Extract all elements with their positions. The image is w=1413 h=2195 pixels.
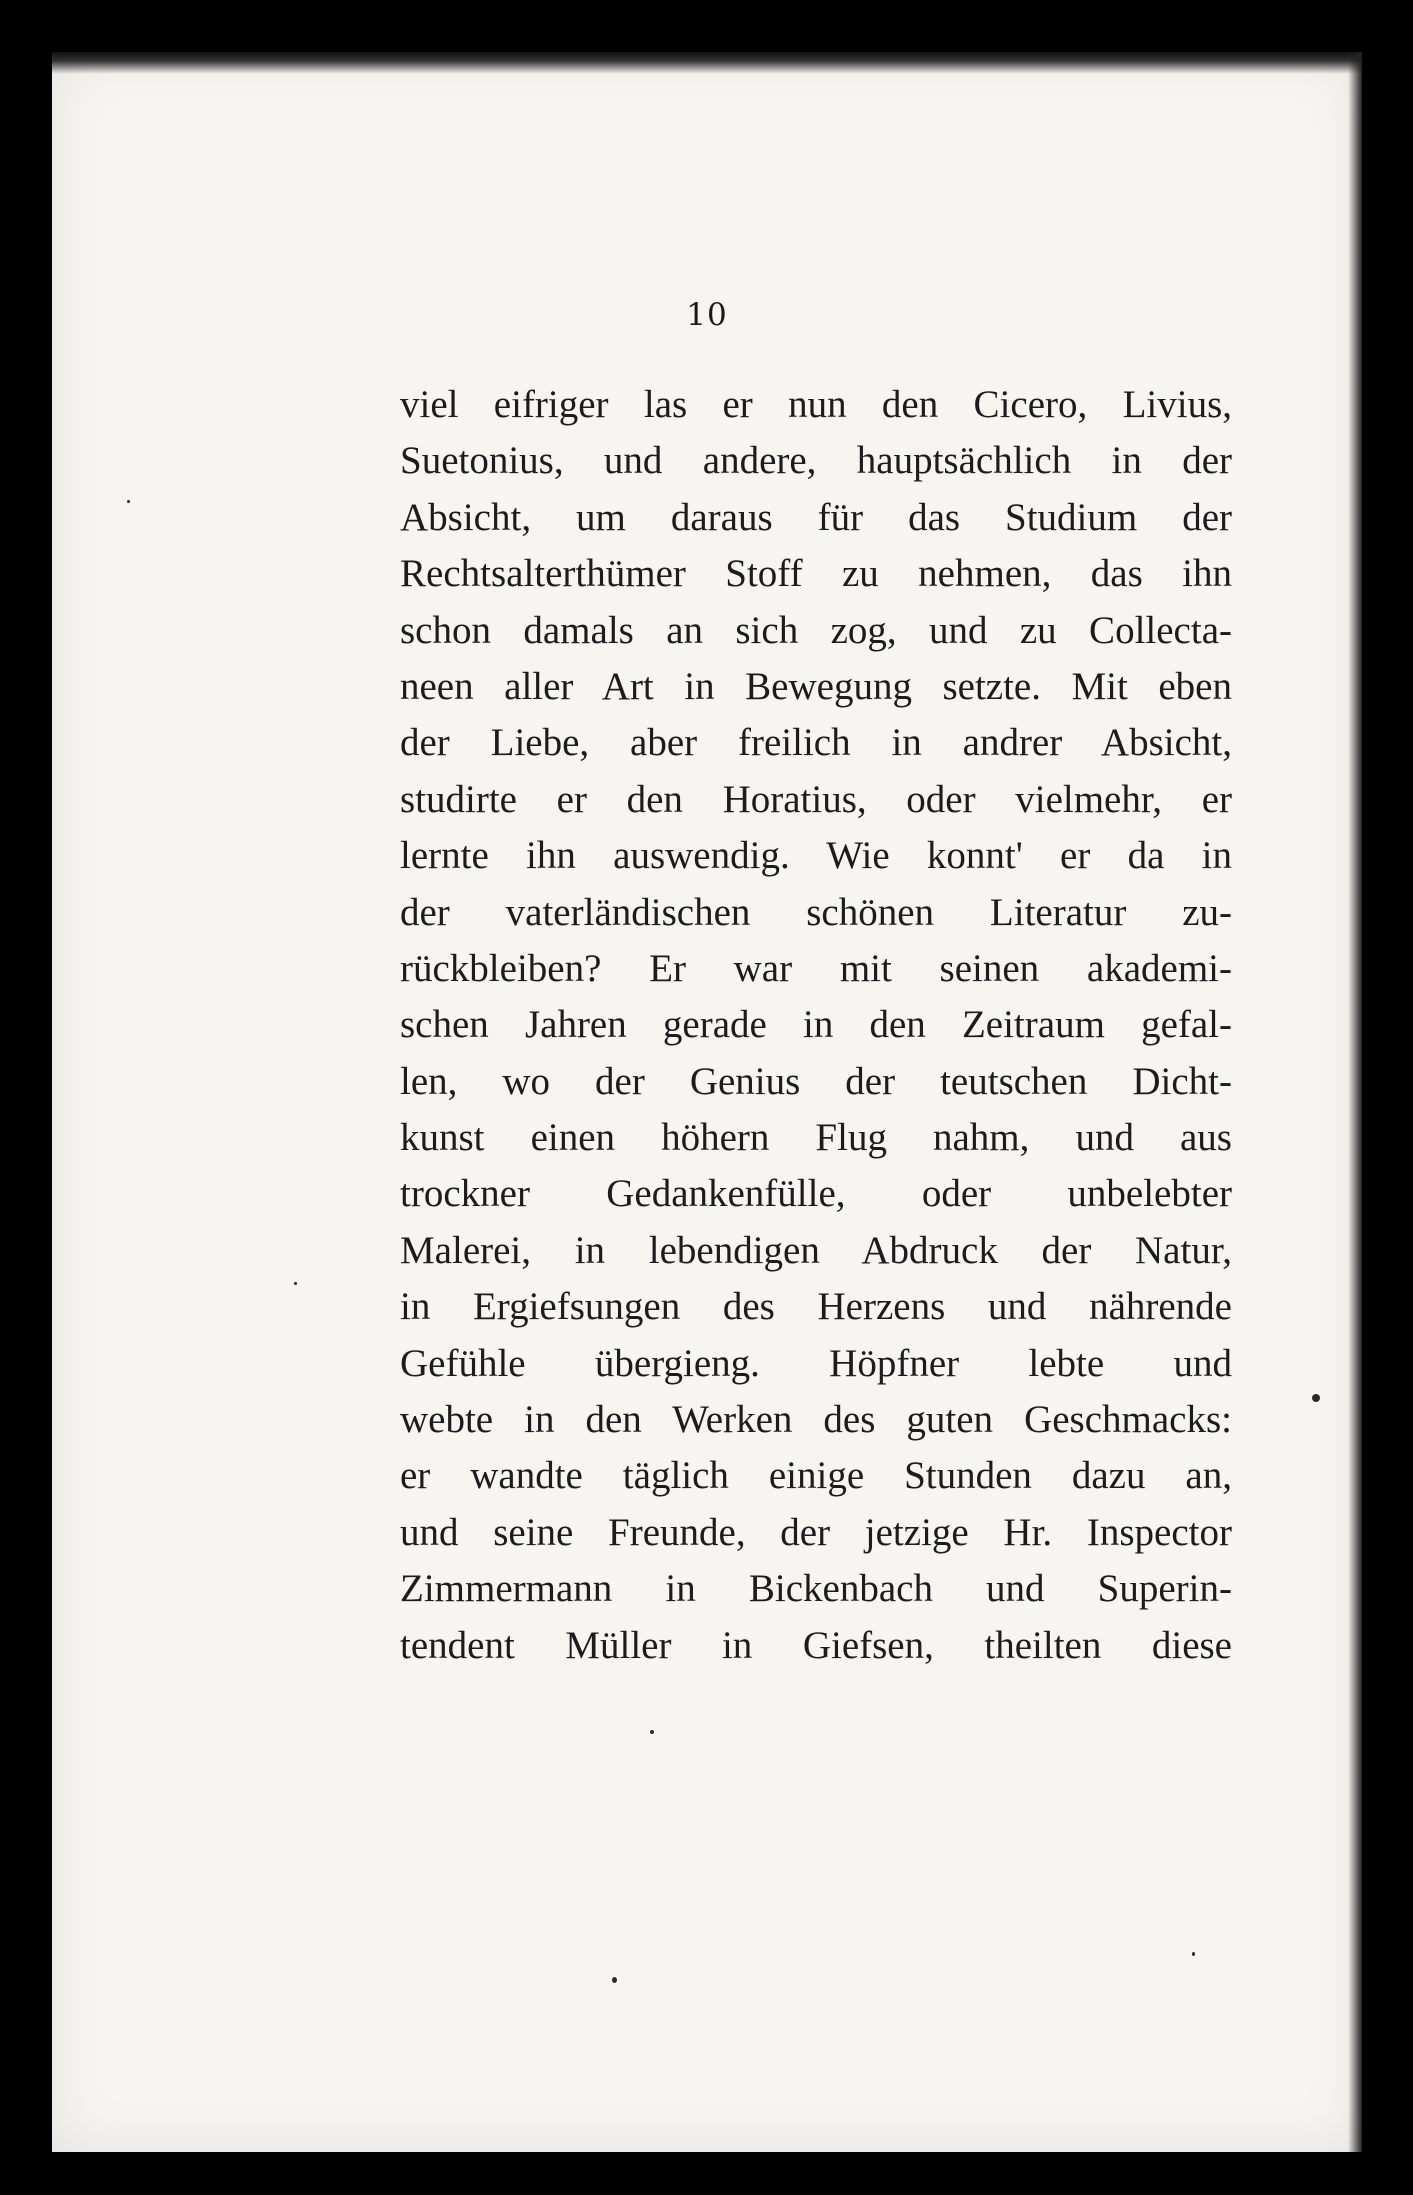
scan-speck: [127, 500, 130, 503]
text-line: und seine Freunde, der jetzige Hr. Inspector: [400, 1510, 1232, 1554]
page-right-shadow: [1348, 52, 1362, 2152]
text-line: der vaterländischen schönen Literatur zu-: [400, 890, 1232, 934]
text-line: der Liebe, aber freilich in andrer Absicht,: [400, 721, 1232, 765]
body-text: [400, 377, 1232, 1674]
text-line: in Ergiefsungen des Herzens und nährende: [400, 1285, 1232, 1329]
text-line: webte in den Werken des guten Geschmacks:: [400, 1398, 1232, 1442]
text-line: Gefühle übergieng. Höpfner lebte und: [400, 1341, 1232, 1385]
text-line: kunst einen höhern Flug nahm, und aus: [400, 1116, 1232, 1160]
text-line: Malerei, in lebendigen Abdruck der Natur,: [400, 1228, 1232, 1272]
text-line: trockner Gedankenfülle, oder unbelebter: [400, 1172, 1232, 1216]
text-line: schon damals an sich zog, und zu Collecta-: [400, 608, 1232, 652]
text-line: len, wo der Genius der teutschen Dicht-: [400, 1059, 1232, 1103]
text-line: Absicht, um daraus für das Studium der: [400, 495, 1232, 539]
scan-speck: [612, 1977, 617, 1983]
scan-speck: [650, 1730, 654, 1734]
text-line: Zimmermann in Bickenbach und Superin-: [400, 1567, 1232, 1611]
text-line: rückbleiben? Er war mit seinen akademi-: [400, 946, 1232, 990]
text-line: viel eifriger las er nun den Cicero, Livius,: [400, 383, 1232, 426]
page-number: 10: [686, 297, 728, 333]
text-line: schen Jahren gerade in den Zeitraum gefal-: [400, 1003, 1232, 1047]
book-page: [52, 52, 1362, 2152]
text-line: Rechtsalterthümer Stoff zu nehmen, das ihn: [400, 552, 1232, 596]
scan-speck: [1192, 1952, 1195, 1956]
text-line: studirte er den Horatius, oder vielmehr, er: [400, 777, 1232, 821]
text-line: lernte ihn auswendig. Wie konnt' er da in: [400, 834, 1232, 878]
scan-speck: [294, 1282, 297, 1285]
text-line: neen aller Art in Bewegung setzte. Mit eben: [400, 664, 1232, 708]
text-line: er wandte täglich einige Stunden dazu an,: [400, 1454, 1232, 1498]
page-top-shadow: [52, 52, 1362, 74]
text-line: tendent Müller in Giefsen, theilten diese: [400, 1623, 1232, 1667]
scan-speck: [1312, 1394, 1320, 1402]
text-line: Suetonius, und andere, hauptsächlich in der: [400, 439, 1232, 483]
